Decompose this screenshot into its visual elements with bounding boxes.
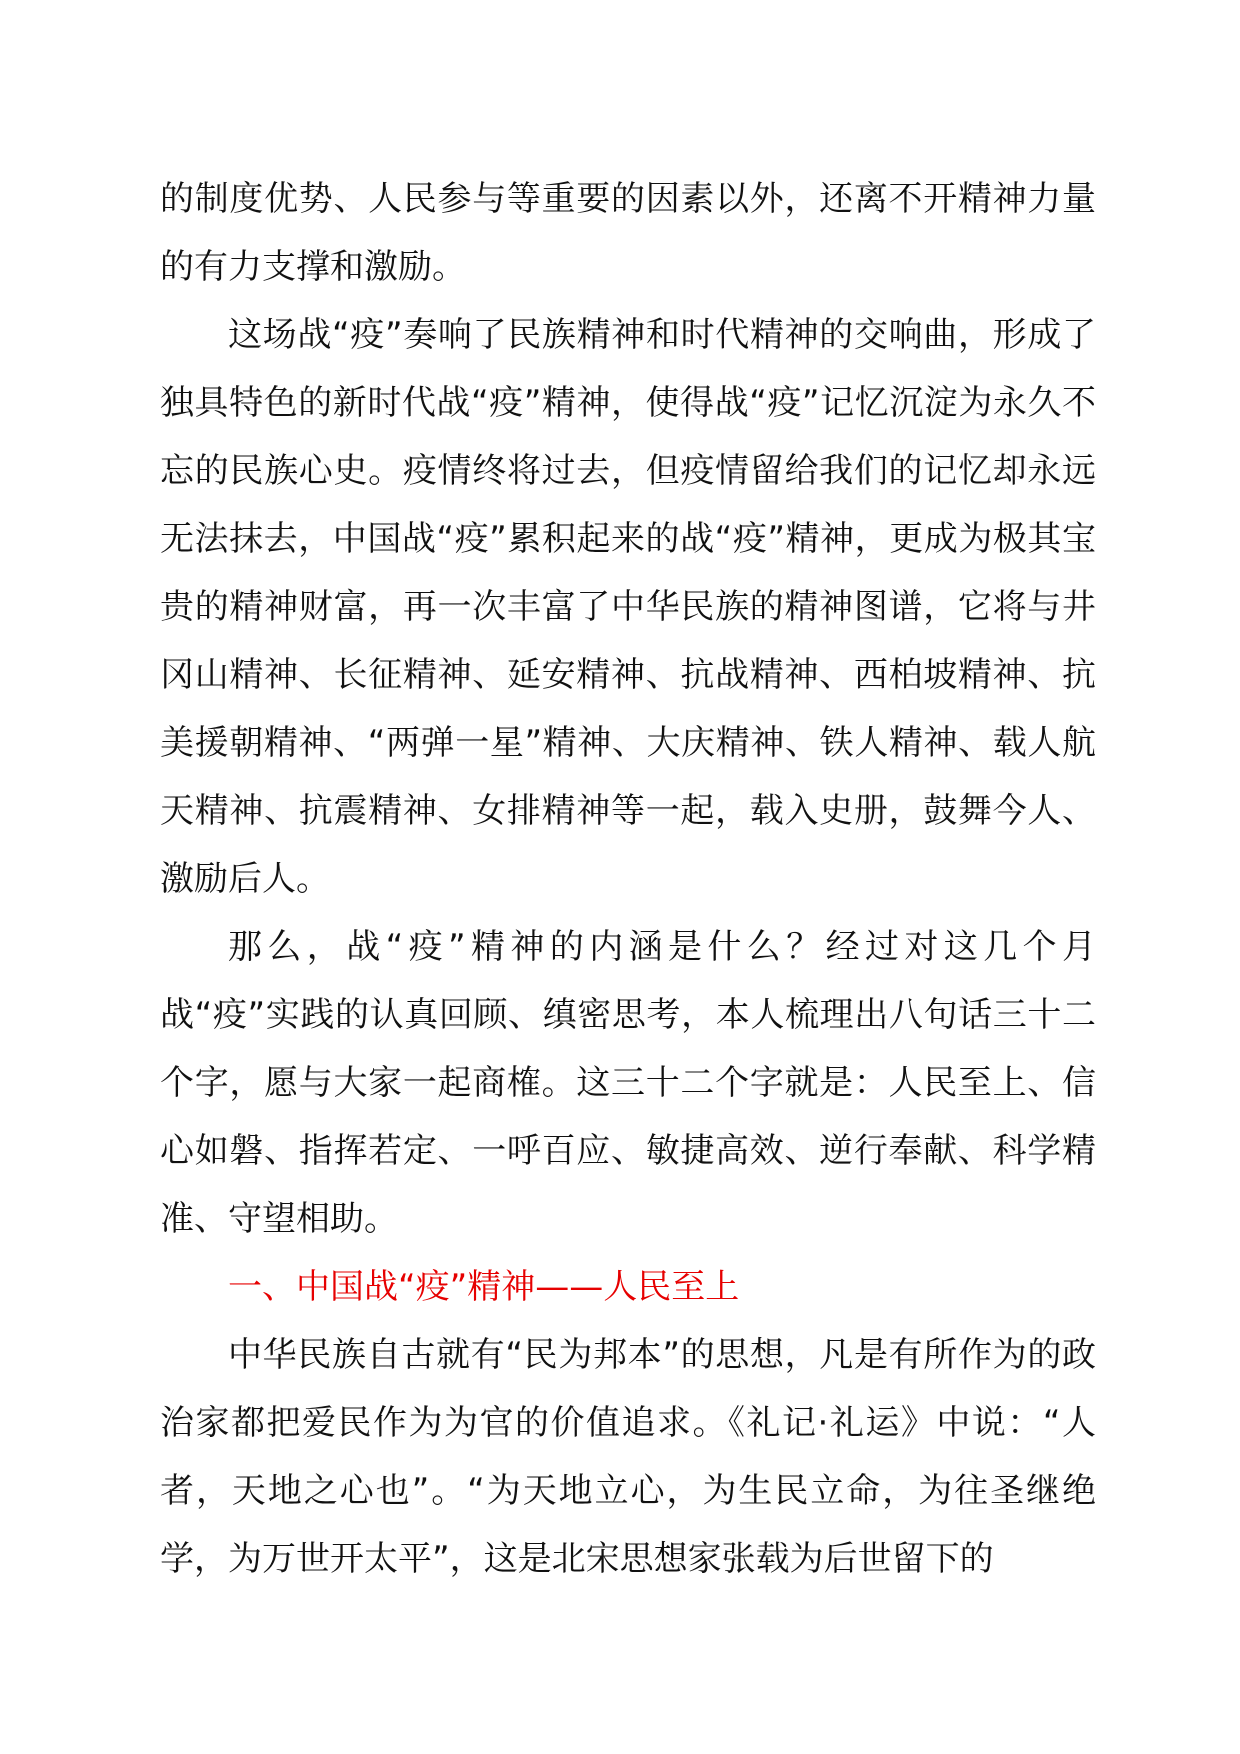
section-heading: 一、中国战“疫”精神——人民至上 (228, 1267, 740, 1307)
paragraph-spirit-symphony: 这场战“疫”奏响了民族精神和时代精神的交响曲，形成了独具特色的新时代战“疫”精神，使得战“疫”记忆沉淀为永久不忘的民族心史。疫情终将过去，但疫情留给我们的记忆却永远无法抹去，中国战“疫”累积起来的战“疫”精神，更成为极其宝贵的精神财富，再一次丰富了中华民族的精神图谱，它将与井冈山精神、长征精神、延安精神、抗战精神、西柏坡精神、抗美援朝精神、“两弹一星”精神、大庆精神、铁人精神、载人航天精神、抗震精神、女排精神等一起，载入史册，鼓舞今人、激励后人。 (160, 315, 1096, 899)
paragraph-spirit-meaning: 那么，战“疫”精神的内涵是什么？经过对这几个月战“疫”实践的认真回顾、缜密思考，本人梳理出八句话三十二个字，愿与大家一起商榷。这三十二个字就是：人民至上、信心如磐、指挥若定、一呼百应、敏捷高效、逆行奉献、科学精准、守望相助。 (160, 927, 1096, 1239)
paragraph-continuation: 的制度优势、人民参与等重要的因素以外，还离不开精神力量的有力支撑和激励。 (160, 179, 1096, 287)
paragraph-people-first: 中华民族自古就有“民为邦本”的思想，凡是有所作为的政治家都把爱民作为为官的价值追求。《礼记·礼运》中说：“人者，天地之心也”。“为天地立心，为生民立命，为往圣继绝学，为万世开太平”，这是北宋思想家张载为后世留下的 (160, 1335, 1096, 1579)
document-body (160, 165, 1096, 1593)
